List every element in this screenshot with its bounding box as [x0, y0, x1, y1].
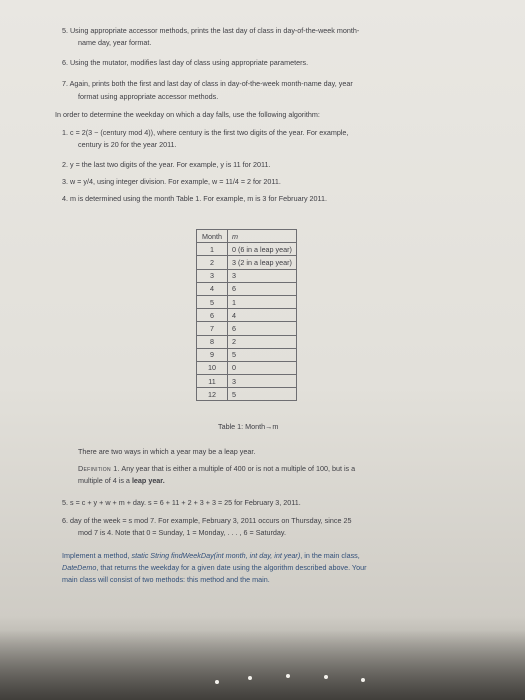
definition-label: Definition 1. [78, 464, 120, 473]
table-cell: 5 [228, 388, 297, 401]
table-cell: 2 [197, 256, 228, 269]
table-cell: 3 [228, 375, 297, 388]
light-dot [248, 676, 252, 680]
leap-year-intro: There are two ways in which a year may be a leap year. [78, 447, 256, 456]
step-6-line-2: mod 7 is 4. Note that 0 = Sunday, 1 = Monday, . . . , 6 = Saturday. [78, 528, 286, 537]
item-5-line-2: name day, year format. [78, 38, 152, 47]
definition-text-2: multiple of 4 is a [78, 476, 132, 485]
table-cell: 9 [197, 348, 228, 361]
method-signature: static String findWeekDay(int month, int day, int year) [131, 551, 301, 560]
table-header-month: Month [197, 230, 228, 243]
table-row [197, 309, 297, 322]
table-cell: 5 [228, 348, 297, 361]
table-cell: 3 [197, 269, 228, 282]
step-3: 3. w = y/4, using integer division. For example, w = 11/4 = 2 for 2011. [62, 177, 281, 186]
definition-text: Any year that is either a multiple of 400 or is not a multiple of 100, but is a [119, 464, 356, 473]
item-7-line-1: 7. Again, prints both the first and last day of class in day-of-the-week month-name day, year [62, 79, 353, 88]
table-row [197, 243, 297, 256]
light-dot [215, 680, 219, 684]
table-cell: 6 [228, 322, 297, 335]
light-dot [361, 678, 365, 682]
definition-line-2 [78, 476, 165, 485]
item-6: 6. Using the mutator, modifies last day of class using appropriate parameters. [62, 58, 309, 67]
light-dot [286, 674, 290, 678]
table-cell: 4 [197, 282, 228, 295]
table-cell: 6 [228, 282, 297, 295]
table-cell: 3 (2 in a leap year) [228, 256, 297, 269]
month-table [196, 229, 297, 401]
definition-line-1 [78, 464, 355, 473]
table-row [197, 322, 297, 335]
table-row [197, 348, 297, 361]
task-line-1 [62, 551, 360, 560]
task-text-1: Implement a method, [62, 551, 132, 560]
table-row [197, 361, 297, 374]
table-header-row [197, 230, 297, 243]
table-header-m: m [228, 230, 297, 243]
table-cell: 8 [197, 335, 228, 348]
table-row [197, 388, 297, 401]
task-text-3: , that returns the weekday for a given date using the algorithm described above. Your [96, 563, 367, 572]
task-text-2: , in the main class, [300, 551, 360, 560]
light-dot [324, 675, 328, 679]
table-cell: 1 [197, 243, 228, 256]
algorithm-intro: In order to determine the weekday on which a day falls, use the following algorithm: [55, 110, 320, 119]
task-line-3: main class will consist of two methods: this method and the main. [62, 575, 270, 584]
table-cell: 10 [197, 361, 228, 374]
table-row [197, 295, 297, 308]
table-cell: 11 [197, 375, 228, 388]
step-4: 4. m is determined using the month Table 1. For example, m is 3 for February 2011. [62, 194, 327, 203]
task-line-2 [62, 563, 366, 572]
table-row [197, 335, 297, 348]
step-6-line-1: 6. day of the week = s mod 7. For example, February 3, 2011 occurs on Thursday, since 25 [62, 516, 352, 525]
item-7-line-2: format using appropriate accessor methods. [78, 92, 219, 101]
table-cell: 2 [228, 335, 297, 348]
table-cell: 0 [228, 361, 297, 374]
class-name: DateDemo [62, 563, 97, 572]
step-1-line-1: 1. c = 2(3 − (century mod 4)), where century is the first two digits of the year. For example, [62, 128, 349, 137]
table-cell: 0 (6 in a leap year) [228, 243, 297, 256]
step-5: 5. s = c + y + w + m + day. s = 6 + 11 + 2 + 3 + 3 = 25 for February 3, 2011. [62, 498, 301, 507]
table-cell: 3 [228, 269, 297, 282]
item-5-line-1: 5. Using appropriate accessor methods, prints the last day of class in day-of-the-week month- [62, 26, 360, 35]
table-cell: 7 [197, 322, 228, 335]
table-caption: Table 1: Month→m [218, 422, 279, 431]
table-cell: 6 [197, 309, 228, 322]
table-row [197, 282, 297, 295]
table-row [197, 375, 297, 388]
background-light-dots [0, 672, 525, 692]
step-2: 2. y = the last two digits of the year. For example, y is 11 for 2011. [62, 160, 271, 169]
table-cell: 1 [228, 295, 297, 308]
table-row [197, 269, 297, 282]
table-cell: 5 [197, 295, 228, 308]
table-cell: 12 [197, 388, 228, 401]
table-cell: 4 [228, 309, 297, 322]
leap-year-term: leap year. [131, 476, 165, 485]
table-row [197, 256, 297, 269]
step-1-line-2: century is 20 for the year 2011. [78, 140, 177, 149]
